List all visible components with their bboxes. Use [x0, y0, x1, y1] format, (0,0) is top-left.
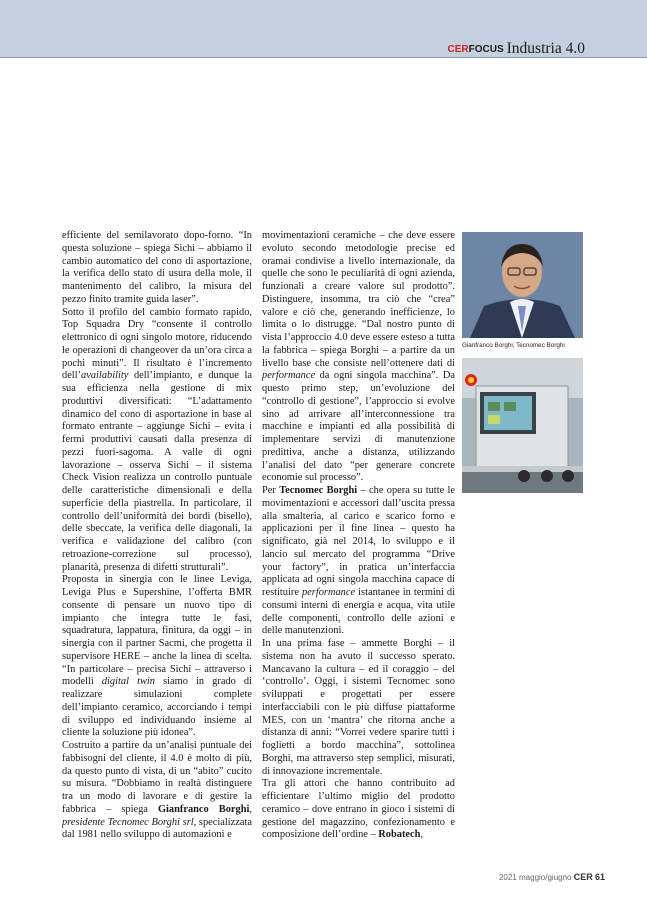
paragraph: Sotto il profilo del cambio formato rapido, Top Squadra Dry “consente il controllo elettronico di ogni singolo motore, riducendo le operazioni di changeover da un’ora circa a pochi minuti”. Il risultato è l’incremento dell’availability dell’impianto, e dunque la sua efficienza nella gestione di mix produttivi diversificati: “L’adattamento dinamico del cono di asportazione in base al formato entrante – aggiunge Sichi – evita i fermi produttivi causati dalla presenza di pezzi fuori-sagoma. A valle di ogni lavorazione – osserva Sichi – il sistema Check Vision realizza un controllo puntuale delle caratteristiche dimensionali e della superficie della piastrella. In particolare, il controllo dell’uniformità dei bordi (bisello), delle sbeccate, la verifica delle diagonali, la verifica e validazione del calibro (con retroazione-correzione sul processo), planarità, presenza di difetti strutturali”. — [62, 306, 252, 573]
magazine-logo: CERFOCUS — [447, 44, 504, 55]
footer-magazine: CER — [573, 872, 593, 882]
photo-caption: Gianfranco Borghi, Tecnomec Borghi — [462, 342, 565, 349]
paragraph: movimentazioni ceramiche – che deve essere evoluto secondo metodologie precise ed oramai condivise a livello internazionale, da quelle che sono le peculiarità di ogni azienda, funzionali a creare valore sul prodotto”. Distinguere, insomma, tra ciò che “crea” valore e ciò che, generando inefficienze, lo limita o lo distrugge. “Dal nostro punto di vista l’approccio 4.0 deve essere esteso a tutta la fabbrica – spiega Borghi – a partire da un livello base che consiste nell’ottenere dati di performance da ogni singola macchina”. Da questo primo step, un’evoluzione del “controllo di gestione”, l’approccio si evolve sino ad arrivare all’interconnessione tra macchine e impianti ed alla possibilità di implementare servizi di manutenzione predittiva, anche a distanza, utilizzando l’analisi del dato “per generare concrete economie sul processo”. — [262, 230, 455, 484]
paragraph: Tra gli attori che hanno contribuito ad efficientare l’ultimo miglio del prodotto ceramico – dove entrano in gioco i sistemi di gestione del magazzino, confezionamento e composizione dell’ordine – Robatech, — [262, 778, 455, 841]
section-title: Industria 4.0 — [506, 40, 585, 57]
paragraph: Per Tecnomec Borghi – che opera su tutte le movimentazioni e accessori dall’uscita pressa alla smalteria, al carico e scarico forno e applicazioni per il fine linea – questo ha significato, già nel 2014, lo sviluppo e il lancio sul mercato del programma “Drive your factory”, in pratica un’interfaccia applicata ad ogni singola macchina capace di restituire performance istantanee in termini di consumi interni di energia e acqua, vita utile delle componenti, controllo delle azioni e delle manutenzioni. — [262, 485, 456, 637]
machine-illustration — [462, 358, 583, 493]
page-footer — [499, 872, 605, 882]
paragraph: In una prima fase – ammette Borghi – il sistema non ha avuto il successo sperato. Mancavano la cultura – ed il coraggio – del ‘controllo’. Oggi, i sistemi Tecnomec sono sviluppati e progettati per essere interfacciabili con le più diffuse piattaforme MES, con un ‘mantra’ che ritorna anche a distanza di anni: “Vorrei vedere sparire tutti i foglietti a bordo macchina”, sottolinea Borghi, ma attraverso step semplici, misurati, di innovazione incrementale. — [262, 638, 455, 777]
paragraph: efficiente del semilavorato dopo-forno. “In questa soluzione – spiega Sichi – abbiamo il cambio automatico del cono di asportazione, la verifica dello stato di usura della mole, il mantenimento del calibro, la misura del pezzo finito tramite guida laser”. — [62, 230, 252, 305]
portrait-photo — [462, 232, 583, 338]
machine-photo — [462, 358, 583, 493]
section-header — [448, 40, 585, 59]
paragraph: Costruito a partire da un’analisi puntuale dei fabbisogni del cliente, il 4.0 è molto di più, da questo punto di vista, di un “abito” cucito su misura. “Dobbiamo in realtà distinguere tra un modo di lavorare e di gestire la fabbrica – spiega Gianfranco Borghi, presidente Tecnomec Borghi srl, specializzata dal 1981 nello sviluppo di automazioni e — [62, 740, 252, 841]
issue-date: 2021 maggio/giugno — [498, 873, 572, 882]
page-number: 61 — [594, 872, 605, 882]
paragraph: Proposta in sinergia con le linee Leviga, Leviga Plus e Supershine, l’offerta BMR consente di pensare un nuovo tipo di impianto che integra tutte le fasi, squadratura, lappatura, finitura, da oggi – in sinergia con il partner Sacmi, che progetta il supervisore HERE – anche la linea di scelta. “In particolare – precisa Sichi – attraverso i modelli digital twin siamo in grado di realizzare simulazioni complete dell’impianto ceramico, accorciando i tempi di sviluppo ed individuando insieme al cliente la soluzione più idonea”. — [62, 574, 252, 739]
article-column-2 — [262, 230, 455, 842]
article-column-1 — [62, 230, 252, 842]
portrait-illustration — [462, 232, 583, 338]
